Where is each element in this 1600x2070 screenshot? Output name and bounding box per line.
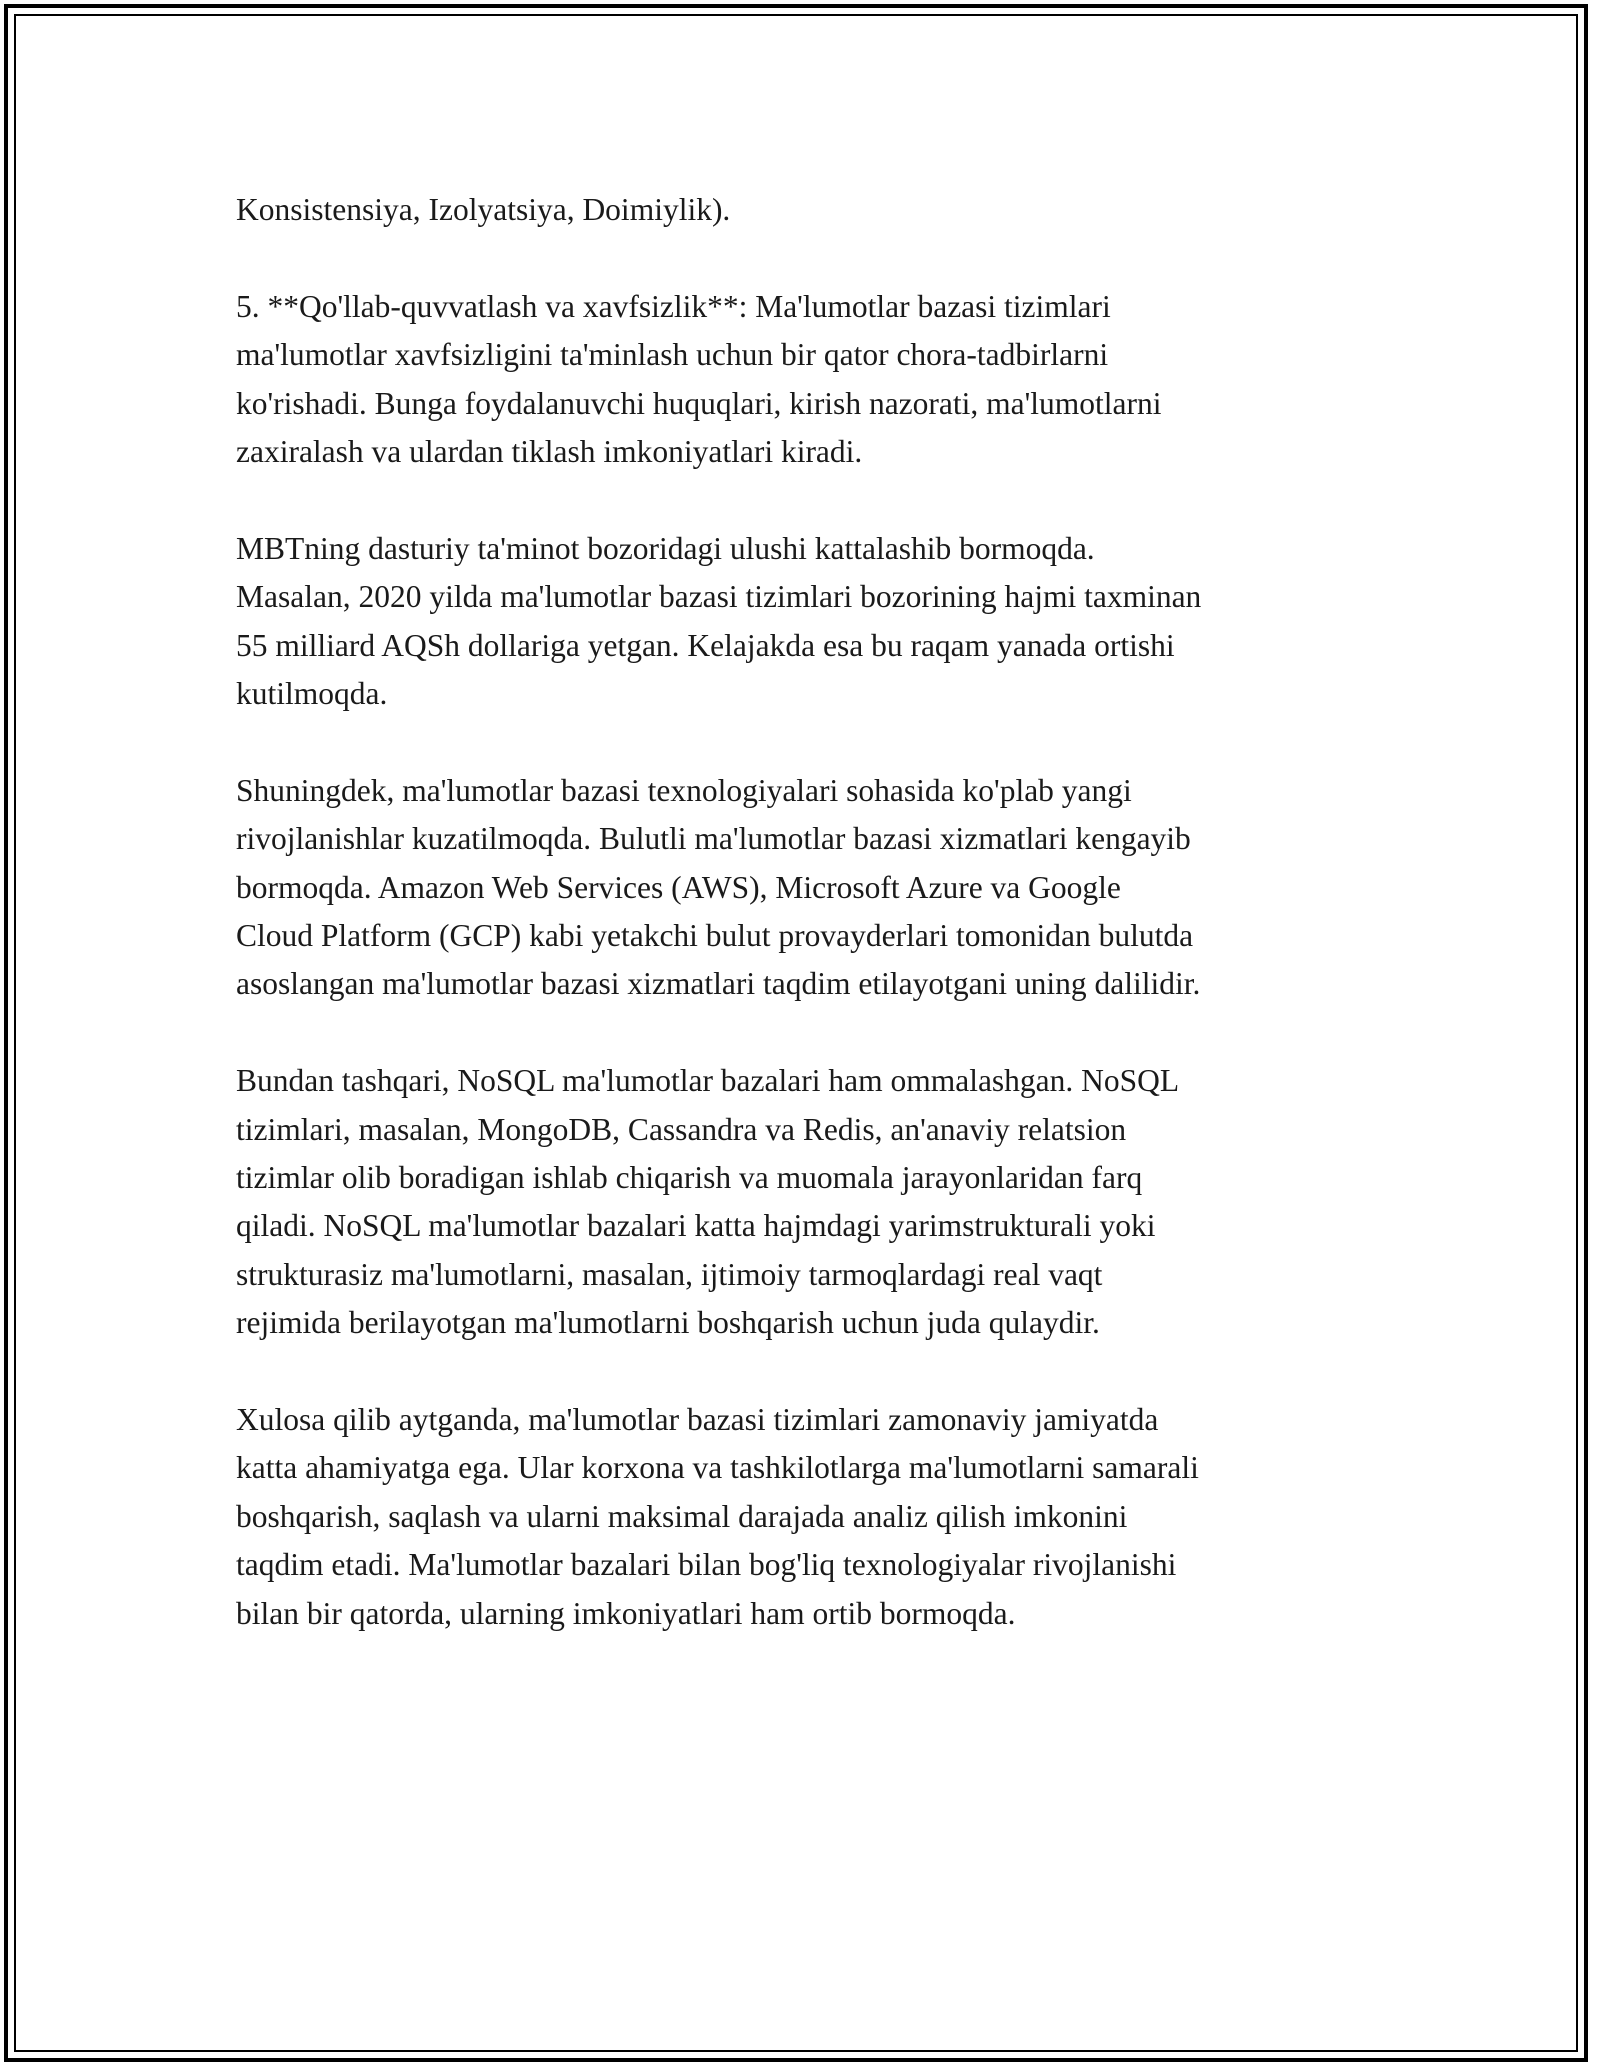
paragraph-support-security: 5. **Qo'llab-quvvatlash va xavfsizlik**: Ma'lumotlar bazasi tizimlari ma'lumotlar xavfsizligini ta'minlash uchun bir qator chora-tadbirlarni ko'rishadi. Bunga foydalanuvchi huquqlari, kirish nazorati, ma'lumotlarni zaxiralash va ulardan tiklash imkoniyatlari kiradi. — [236, 288, 1162, 470]
paragraph-cloud-databases: Shuningdek, ma'lumotlar bazasi texnologiyalari sohasida ko'plab yangi rivojlanishlar kuzatilmoqda. Bulutli ma'lumotlar bazasi xizmatlari kengayib bormoqda. Amazon Web Services (AWS), Microsoft Azure va Google Cloud Platform (GCP) kabi yetakchi bulut provayderlari tomonidan bulutda asoslangan ma'lumotlar bazasi xizmatlari taqdim etilayotgani uning dalilidir. — [236, 772, 1201, 1002]
paragraph-nosql: Bundan tashqari, NoSQL ma'lumotlar bazalari ham ommalashgan. NoSQL tizimlari, masalan, MongoDB, Cassandra va Redis, an'anaviy relatsion tizimlar olib boradigan ishlab chiqarish va muomala jarayonlaridan farq qiladi. NoSQL ma'lumotlar bazalari katta hajmdagi yarimstrukturali yoki strukturasiz ma'lumotlarni, masalan, ijtimoiy tarmoqlardagi real vaqt rejimida berilayotgan ma'lumotlarni boshqarish uchun juda qulaydir. — [236, 1063, 1180, 1341]
paragraph-acid-continuation: Konsistensiya, Izolyatsiya, Doimiylik). — [236, 192, 731, 227]
paragraph-market-share: MBTning dasturiy ta'minot bozoridagi ulushi kattalashib bormoqda. Masalan, 2020 yilda ma'lumotlar bazasi tizimlari bozorining hajmi taxminan 55 milliard AQSh dollariga yetgan. Kelajakda esa bu raqam yanada ortishi kutilmoqda. — [236, 530, 1202, 712]
document-body — [236, 186, 1396, 1687]
paragraph-conclusion: Xulosa qilib aytganda, ma'lumotlar bazasi tizimlari zamonaviy jamiyatda katta ahamiyatga ega. Ular korxona va tashkilotlarga ma'lumotlarni samarali boshqarish, saqlash va ularni maksimal darajada analiz qilish imkonini taqdim etadi. Ma'lumotlar bazalari bilan bog'liq texnologiyalar rivojlanishi bilan bir qatorda, ularning imkoniyatlari ham ortib bormoqda. — [236, 1402, 1199, 1631]
